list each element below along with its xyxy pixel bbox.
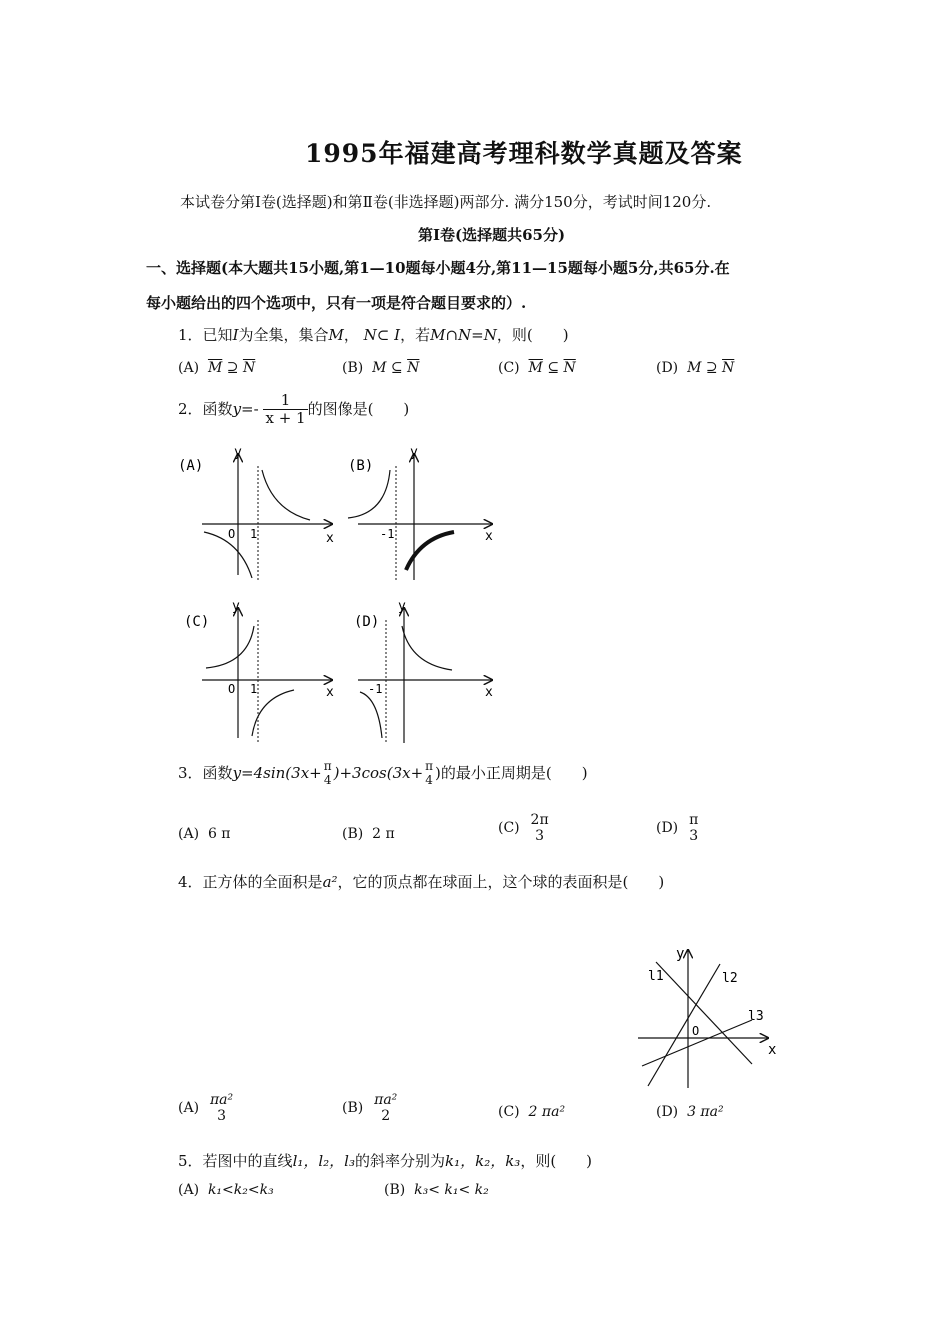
curve-branch bbox=[360, 692, 382, 738]
option-label: (C) bbox=[498, 820, 520, 837]
set-M: M bbox=[372, 360, 387, 376]
option-label: (C) bbox=[498, 1104, 520, 1120]
section1-instructions-line1: 一、选择题(本大题共15小题,第1—10题每小题4分,第11—15题每小题5分,共65分.在 bbox=[146, 259, 730, 277]
q1-option-b[interactable] bbox=[342, 360, 419, 376]
fraction-numerator: πa² bbox=[374, 1092, 398, 1108]
pi-over-4 bbox=[423, 760, 435, 788]
relation-symbol: ⊆ bbox=[547, 360, 560, 376]
complement-N: $\overline{N}$ bbox=[242, 360, 256, 376]
q1-condition: M∩N=N bbox=[430, 326, 497, 344]
curve-branch bbox=[262, 470, 310, 520]
question-number: 3． bbox=[178, 763, 203, 782]
fraction-numerator: π bbox=[323, 759, 332, 773]
q3-text: 函数 bbox=[202, 763, 233, 782]
origin-label: O bbox=[228, 682, 236, 696]
option-fraction bbox=[208, 1092, 235, 1124]
q5-lines: l₁，l₂，l₃ bbox=[292, 1152, 355, 1170]
complement-M: $\overline{M}$ bbox=[207, 360, 223, 376]
complement-M: $\overline{M}$ bbox=[528, 360, 543, 376]
q1-option-c[interactable] bbox=[498, 360, 576, 376]
graph-label: (C) bbox=[184, 614, 210, 630]
origin-label: O bbox=[228, 527, 236, 541]
exam-intro: 本试卷分第Ⅰ卷(选择题)和第Ⅱ卷(非选择题)两部分. 满分150分，考试时间120分. bbox=[180, 193, 712, 211]
axis-label-x: x bbox=[326, 685, 334, 700]
option-label: (A) bbox=[178, 826, 200, 842]
fraction-numerator: π bbox=[689, 812, 699, 828]
q5-option-a[interactable] bbox=[178, 1182, 274, 1198]
q4-text: ，它的顶点都在球面上，这个球的表面积是( ) bbox=[337, 873, 665, 891]
fraction-numerator: 1 bbox=[263, 392, 307, 410]
relation-symbol: ⊇ bbox=[226, 360, 239, 376]
option-label: (B) bbox=[342, 1100, 364, 1117]
option-fraction bbox=[529, 812, 551, 844]
q1-text: 已知 bbox=[202, 326, 233, 344]
section1-instructions-line2: 每小题给出的四个选项中，只有一项是符合题目要求的）. bbox=[146, 294, 527, 312]
curve-branch bbox=[206, 626, 254, 668]
q4-option-b[interactable] bbox=[342, 1092, 399, 1124]
q5-text: 若图中的直线 bbox=[202, 1152, 293, 1170]
fraction-denominator: 4 bbox=[425, 772, 433, 787]
q2-graphs-ab bbox=[170, 440, 510, 595]
graph-a[interactable] bbox=[178, 445, 334, 580]
q5-text: 的斜率分别为 bbox=[355, 1152, 446, 1170]
option-label: (A) bbox=[178, 360, 200, 376]
axis-label-y: y bbox=[676, 946, 685, 962]
option-fraction bbox=[372, 1092, 399, 1124]
asymptote-mark: 1 bbox=[250, 682, 258, 696]
option-label: (D) bbox=[656, 1104, 679, 1120]
graph-d[interactable] bbox=[354, 599, 493, 743]
q1-option-d[interactable] bbox=[656, 360, 734, 376]
graph-label: (B) bbox=[348, 458, 374, 474]
fraction-denominator: 4 bbox=[323, 772, 332, 787]
q3-option-c[interactable] bbox=[498, 812, 551, 844]
q5-option-b[interactable] bbox=[384, 1182, 489, 1198]
label-l2: l2 bbox=[722, 971, 738, 986]
option-label: (B) bbox=[342, 826, 364, 842]
question-number: 2． bbox=[178, 399, 203, 418]
relation-symbol: ⊇ bbox=[705, 360, 718, 376]
q4-option-c[interactable] bbox=[498, 1104, 565, 1120]
question-4 bbox=[178, 871, 664, 892]
q1-sep: ， bbox=[343, 326, 359, 344]
curve-branch bbox=[402, 626, 452, 670]
set-I: I bbox=[394, 326, 401, 344]
question-5 bbox=[178, 1150, 592, 1171]
set-M: M bbox=[687, 360, 702, 376]
page-title: 1995年福建高考理科数学真题及答案 bbox=[305, 139, 743, 168]
q2-text: 的图像是( ) bbox=[307, 399, 410, 418]
axis-label-y: y bbox=[410, 445, 418, 460]
q1-text: ，若 bbox=[400, 326, 431, 344]
axis-label-y: y bbox=[232, 599, 240, 614]
set-I: I bbox=[232, 326, 239, 344]
q3-expression: y=4sin(3x+ bbox=[232, 763, 322, 782]
q5-slopes: k₁，k₂，k₃ bbox=[445, 1152, 521, 1170]
q2-eq: =- bbox=[241, 399, 259, 418]
origin-label: O bbox=[692, 1024, 700, 1038]
option-value: 6 π bbox=[207, 826, 231, 842]
fraction-numerator: 2π bbox=[530, 812, 549, 828]
option-label: (A) bbox=[178, 1100, 200, 1117]
q5-lines-figure bbox=[628, 940, 788, 1090]
var-a-squared: a² bbox=[322, 873, 338, 891]
question-1 bbox=[178, 324, 569, 345]
fraction-numerator: π bbox=[425, 759, 434, 773]
q1-text: 为全集，集合 bbox=[238, 326, 329, 344]
q3-text: 的最小正周期是( ) bbox=[440, 763, 588, 782]
curve-branch bbox=[348, 470, 390, 518]
asymptote-mark: 1 bbox=[250, 527, 258, 541]
set-N: N bbox=[363, 326, 377, 344]
axis-label-y: y bbox=[398, 599, 406, 614]
part1-heading: 第Ⅰ卷(选择题共65分) bbox=[418, 226, 566, 244]
q5-text: ，则( ) bbox=[520, 1152, 593, 1170]
fraction-denominator: 3 bbox=[689, 828, 699, 845]
set-M: M bbox=[328, 326, 344, 344]
curve-branch bbox=[406, 532, 454, 570]
label-l1: l1 bbox=[648, 969, 664, 984]
fraction-numerator: πa² bbox=[209, 1092, 234, 1108]
axis-label-x: x bbox=[485, 529, 493, 544]
option-fraction bbox=[687, 812, 700, 844]
fraction-denominator: 3 bbox=[535, 828, 545, 845]
graph-c[interactable] bbox=[184, 599, 334, 743]
option-label: (B) bbox=[384, 1182, 406, 1198]
q3-option-b[interactable] bbox=[342, 826, 395, 842]
question-number: 1． bbox=[178, 326, 203, 344]
complement-N: $\overline{N}$ bbox=[407, 360, 420, 376]
q3-option-a[interactable] bbox=[178, 826, 231, 842]
option-label: (A) bbox=[178, 1182, 200, 1198]
complement-N: $\overline{N}$ bbox=[563, 360, 576, 376]
asymptote-mark: -1 bbox=[380, 527, 395, 541]
q4-text: 正方体的全面积是 bbox=[202, 873, 323, 891]
var-y: y bbox=[232, 399, 242, 418]
fraction-denominator: 3 bbox=[217, 1108, 226, 1125]
graph-label: (A) bbox=[178, 458, 204, 474]
graph-label: (D) bbox=[354, 614, 380, 630]
q3-option-d[interactable] bbox=[656, 812, 700, 844]
fraction-denominator: x + 1 bbox=[265, 409, 306, 428]
option-label: (C) bbox=[498, 360, 520, 376]
option-value: 2 πa² bbox=[528, 1104, 566, 1120]
axis-label-x: x bbox=[768, 1042, 777, 1058]
axis-label-x: x bbox=[326, 531, 334, 546]
question-number: 4． bbox=[178, 873, 203, 891]
pi-over-4 bbox=[322, 760, 334, 788]
q2-text: 函数 bbox=[202, 399, 233, 418]
option-label: (B) bbox=[342, 360, 364, 376]
q2-fraction bbox=[263, 392, 307, 428]
complement-N: $\overline{N}$ bbox=[722, 360, 735, 376]
question-3 bbox=[178, 760, 588, 788]
option-value: 2 π bbox=[372, 826, 395, 842]
axis-label-x: x bbox=[485, 685, 493, 700]
q3-expression: )+3cos(3x+ bbox=[333, 763, 424, 782]
subset-symbol: ⊂ bbox=[376, 326, 390, 344]
question-number: 5． bbox=[178, 1152, 203, 1170]
q1-option-a[interactable] bbox=[178, 360, 255, 376]
q3-expression: ) bbox=[435, 763, 441, 782]
q4-option-d[interactable] bbox=[656, 1104, 724, 1120]
option-value: 3 πa² bbox=[687, 1104, 724, 1120]
axis-label-y: y bbox=[234, 445, 242, 460]
graph-b[interactable] bbox=[348, 445, 493, 580]
option-value: k₁<k₂<k₃ bbox=[207, 1182, 274, 1198]
option-label: (D) bbox=[656, 360, 679, 376]
fraction-denominator: 2 bbox=[381, 1108, 391, 1125]
asymptote-mark: -1 bbox=[368, 682, 383, 696]
label-l3: l3 bbox=[748, 1009, 764, 1024]
relation-symbol: ⊆ bbox=[390, 360, 403, 376]
option-label: (D) bbox=[656, 820, 679, 837]
question-2 bbox=[178, 392, 409, 428]
q2-graphs-cd bbox=[170, 598, 510, 748]
option-value: k₃< k₁< k₂ bbox=[414, 1182, 489, 1198]
q1-text: ，则( ) bbox=[496, 326, 569, 344]
q4-option-a[interactable] bbox=[178, 1092, 235, 1124]
